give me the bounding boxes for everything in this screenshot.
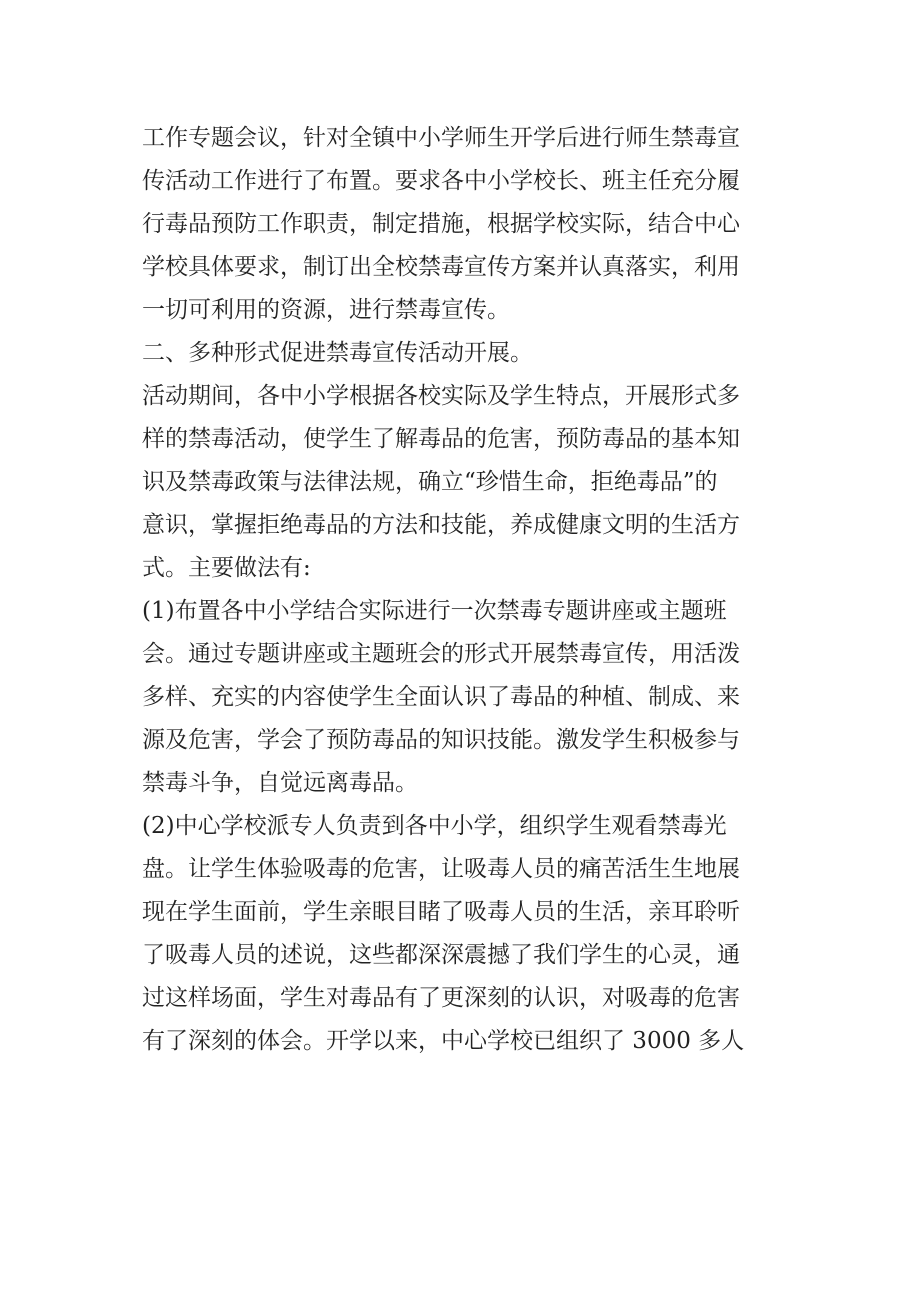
text-line: 禁毒斗争，自觉远离毒品。: [142, 770, 418, 796]
list-item-2-line: (2)中心学校派专人负责到各中小学，组织学生观看禁毒光: [142, 813, 727, 839]
list-item-1-line: (1)布置各中小学结合实际进行一次禁毒专题讲座或主题班: [142, 598, 727, 624]
text-line: 现在学生面前，学生亲眼目睹了吸毒人员的生活，亲耳聆听: [142, 899, 740, 925]
text-line: 源及危害，学会了预防毒品的知识技能。激发学生积极参与: [142, 727, 740, 753]
document-page: [142, 117, 782, 1063]
text-line: 传活动工作进行了布置。要求各中小学校长、班主任充分履: [142, 168, 740, 194]
text-line: 盘。让学生体验吸毒的危害，让吸毒人员的痛苦活生生地展: [142, 856, 740, 882]
document-body: [142, 117, 782, 1063]
text-line: 活动期间，各中小学根据各校实际及学生特点，开展形式多: [142, 383, 740, 409]
text-line: 学校具体要求，制订出全校禁毒宣传方案并认真落实，利用: [142, 254, 740, 280]
text-line: 会。通过专题讲座或主题班会的形式开展禁毒宣传，用活泼: [142, 641, 740, 667]
text-line: 一切可利用的资源，进行禁毒宣传。: [142, 297, 510, 323]
text-line: 过这样场面，学生对毒品有了更深刻的认识，对吸毒的危害: [142, 985, 740, 1011]
text-line: 有了深刻的体会。开学以来，中心学校已组织了 3000 多人: [142, 1028, 745, 1054]
section-heading: 二、多种形式促进禁毒宣传活动开展。: [142, 340, 533, 366]
text-line: 识及禁毒政策与法律法规，确立“珍惜生命，拒绝毒品”的: [142, 469, 718, 495]
text-line: 式。主要做法有:: [142, 555, 311, 581]
text-line: 工作专题会议，针对全镇中小学师生开学后进行师生禁毒宣: [142, 125, 740, 151]
text-line: 了吸毒人员的述说，这些都深深震撼了我们学生的心灵，通: [142, 942, 740, 968]
text-line: 样的禁毒活动，使学生了解毒品的危害，预防毒品的基本知: [142, 426, 740, 452]
text-line: 行毒品预防工作职责，制定措施，根据学校实际，结合中心: [142, 211, 740, 237]
text-line: 意识，掌握拒绝毒品的方法和技能，养成健康文明的生活方: [142, 512, 740, 538]
text-line: 多样、充实的内容使学生全面认识了毒品的种植、制成、来: [142, 684, 740, 710]
